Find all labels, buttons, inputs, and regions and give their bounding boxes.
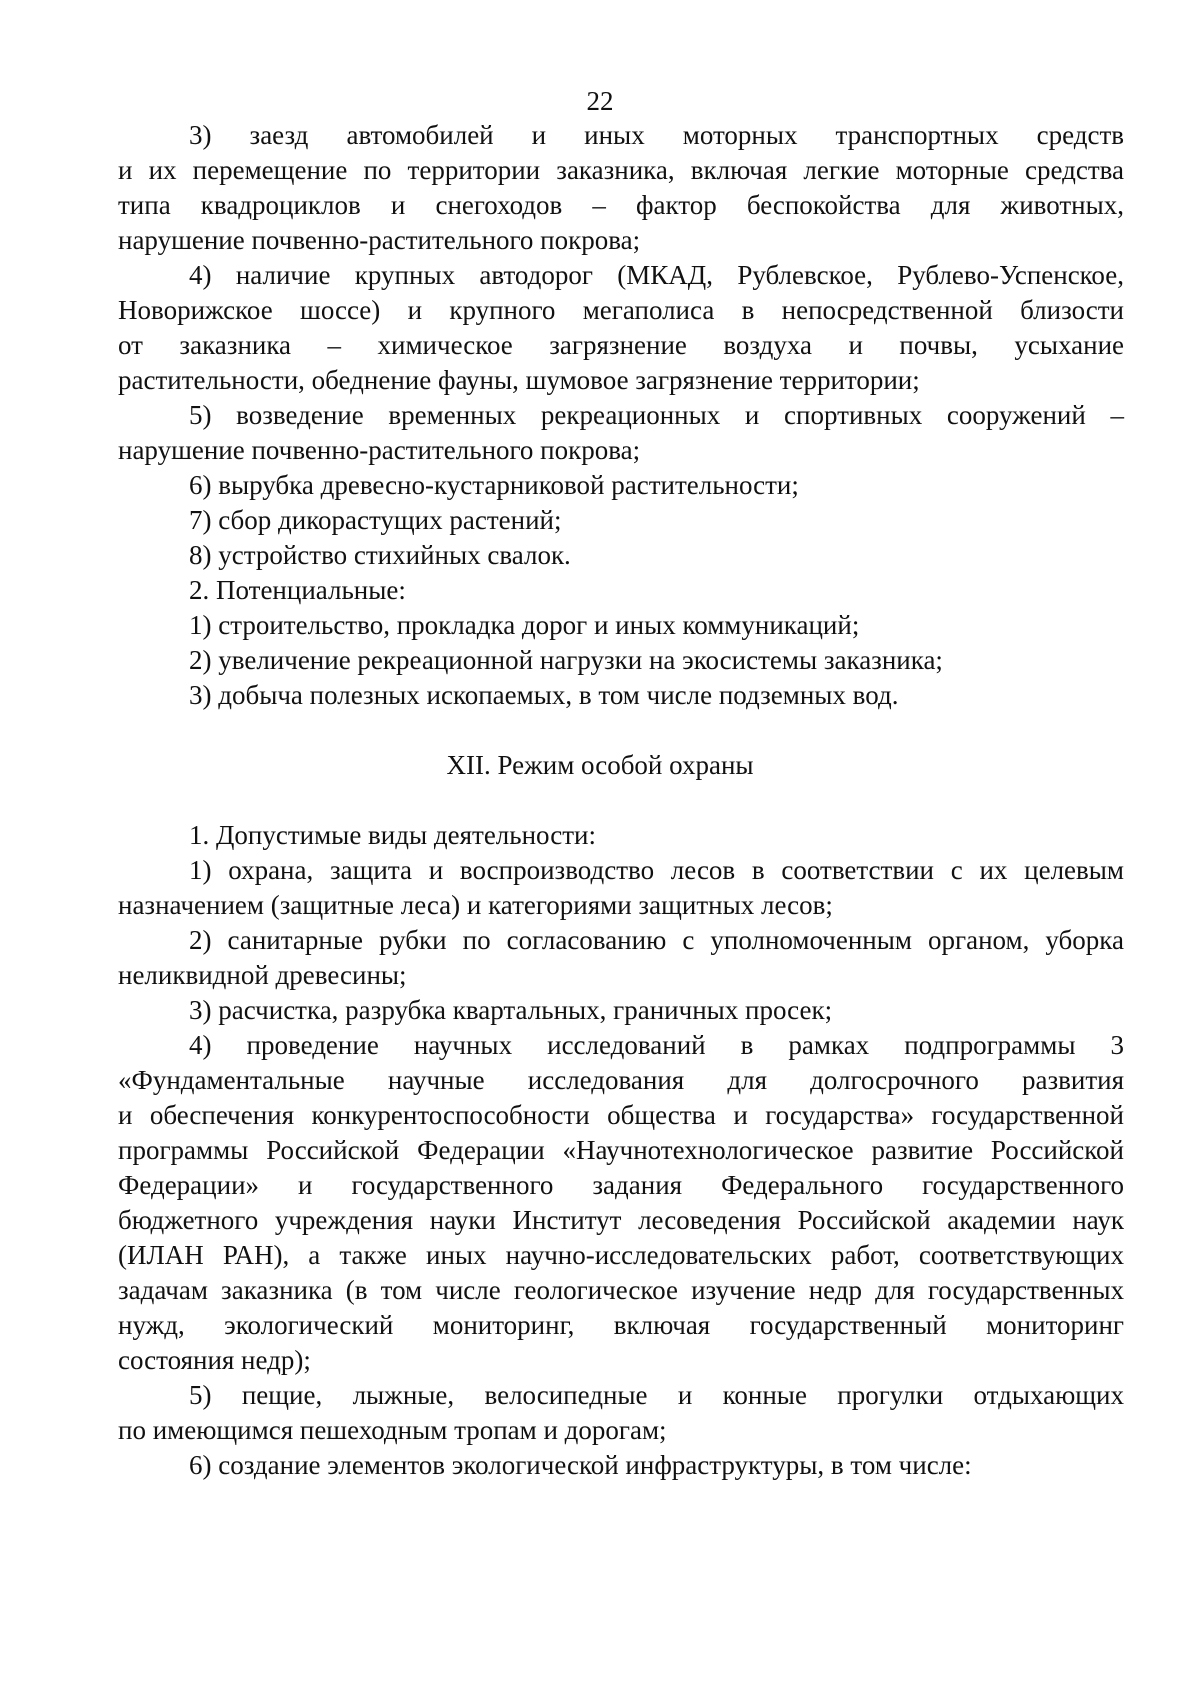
text-line: 8) устройство стихийных свалок. — [189, 540, 571, 570]
text-line: состояния недр); — [118, 1345, 311, 1375]
text-line: и обеспечения конкурентоспособности общества и государства» государственной — [118, 1100, 1124, 1130]
text-line: 3) добыча полезных ископаемых, в том числе подземных вод. — [189, 680, 899, 710]
text-line: 1) строительство, прокладка дорог и иных коммуникаций; — [189, 610, 860, 640]
text-line: 2) санитарные рубки по согласованию с уполномоченным органом, уборка — [189, 925, 1124, 955]
text-line: (ИЛАН РАН), а также иных научно-исследовательских работ, соответствующих — [118, 1240, 1124, 1270]
text-line: 1. Допустимые виды деятельности: — [189, 820, 596, 850]
text-line: программы Российской Федерации «Научнотехнологическое развитие Российской — [118, 1135, 1124, 1165]
text-line: бюджетного учреждения науки Институт лесоведения Российской академии наук — [118, 1205, 1124, 1235]
text-line: 6) вырубка древесно-кустарниковой растительности; — [189, 470, 799, 500]
text-line: 4) проведение научных исследований в рамках подпрограммы 3 — [189, 1030, 1124, 1060]
text-line: от заказника – химическое загрязнение воздуха и почвы, усыхание — [118, 330, 1124, 360]
text-line: Федерации» и государственного задания Федерального государственного — [118, 1170, 1124, 1200]
page-number: 22 — [586, 86, 614, 116]
text-line: Новорижское шоссе) и крупного мегаполиса в непосредственной близости — [118, 295, 1124, 325]
text-line: и их перемещение по территории заказника, включая легкие моторные средства — [118, 155, 1124, 185]
text-line: растительности, обеднение фауны, шумовое загрязнение территории; — [118, 365, 920, 395]
text-line: 6) создание элементов экологической инфраструктуры, в том числе: — [189, 1450, 972, 1480]
text-line: задачам заказника (в том числе геологическое изучение недр для государственных — [118, 1275, 1124, 1305]
text-line: 4) наличие крупных автодорог (МКАД, Рублевское, Рублево-Успенское, — [189, 260, 1124, 290]
text-line: 3) заезд автомобилей и иных моторных транспортных средств — [189, 120, 1124, 150]
text-line: неликвидной древесины; — [118, 960, 407, 990]
text-line: назначением (защитные леса) и категориями защитных лесов; — [118, 890, 833, 920]
text-line: 5) пещие, лыжные, велосипедные и конные прогулки отдыхающих — [189, 1380, 1124, 1410]
section-heading: XII. Режим особой охраны — [446, 750, 754, 780]
text-line: нужд, экологический мониторинг, включая государственный мониторинг — [118, 1310, 1124, 1340]
text-line: 7) сбор дикорастущих растений; — [189, 505, 562, 535]
text-line: 5) возведение временных рекреационных и спортивных сооружений – — [189, 400, 1124, 430]
text-line: нарушение почвенно-растительного покрова; — [118, 225, 641, 255]
text-line: 3) расчистка, разрубка квартальных, граничных просек; — [189, 995, 833, 1025]
text-line: 2. Потенциальные: — [189, 575, 406, 605]
text-line: нарушение почвенно-растительного покрова; — [118, 435, 641, 465]
text-line: 1) охрана, защита и воспроизводство лесов в соответствии с их целевым — [189, 855, 1124, 885]
text-line: по имеющимся пешеходным тропам и дорогам; — [118, 1415, 667, 1445]
text-line: 2) увеличение рекреационной нагрузки на экосистемы заказника; — [189, 645, 943, 675]
text-line: типа квадроциклов и снегоходов – фактор беспокойства для животных, — [118, 190, 1124, 220]
text-line: «Фундаментальные научные исследования для долгосрочного развития — [118, 1065, 1124, 1095]
